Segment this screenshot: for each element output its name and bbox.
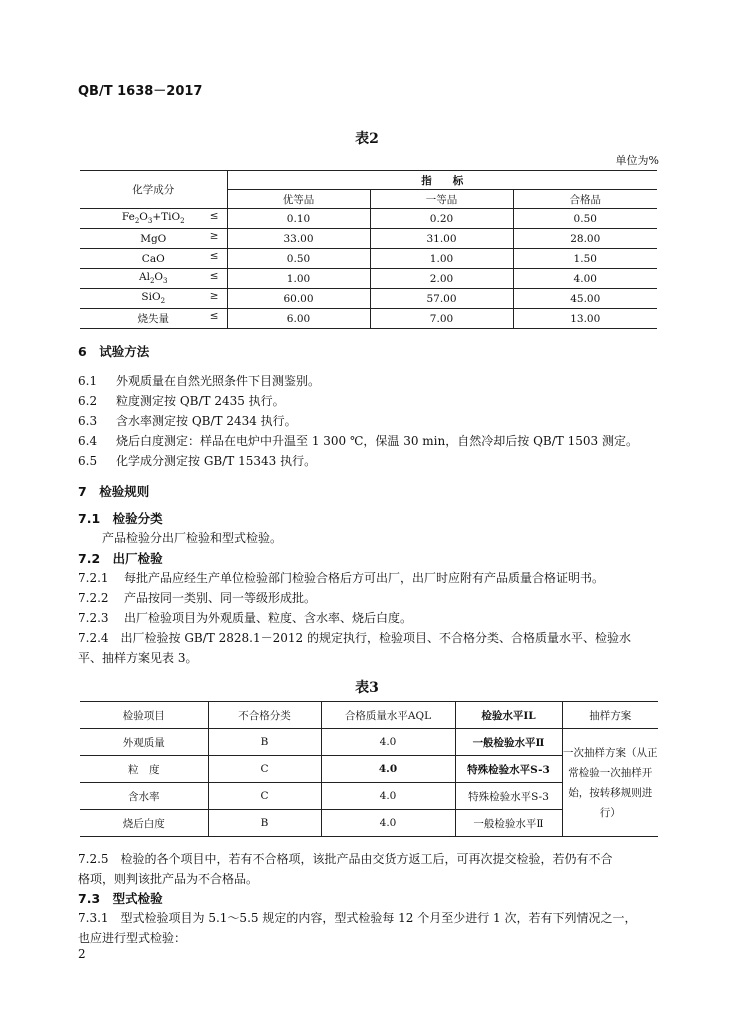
standard-id-header: QB/T 1638－2017 <box>78 84 203 99</box>
table-cell: 0.10 <box>227 209 370 229</box>
table-row <box>80 309 657 329</box>
table-cell: 烧后白度 <box>80 810 208 837</box>
clause: 7.3.1 型式检验项目为 5.1～5.5 规定的内容，型式检验每 12 个月至少进行 1 次，若有下列情况之一， <box>78 911 637 925</box>
page-number: 2 <box>78 947 86 961</box>
table-row <box>80 269 657 289</box>
table-cell: 45.00 <box>513 289 657 309</box>
clause-continued: 格项，则判该批产品为不合格品。 <box>78 872 259 886</box>
table-cell: 含水率 <box>80 783 208 810</box>
clause: 7.2.4 出厂检验按 GB/T 2828.1－2012 的规定执行，检验项目、不合格分类、合格质量水平、检验水 <box>78 631 631 645</box>
table-cell: 0.50 <box>227 249 370 269</box>
table-cell: 4.0 <box>321 756 455 783</box>
table-cell: C <box>208 756 321 783</box>
table-cell: 6.00 <box>227 309 370 329</box>
table-cell: 1.50 <box>513 249 657 269</box>
section-7-2-title: 7.2 出厂检验 <box>78 551 163 566</box>
clause: 6.1 外观质量在自然光照条件下目测鉴别。 <box>78 374 321 388</box>
table3-header: 检验项目 <box>80 702 208 729</box>
table2-grade-header: 合格品 <box>513 190 657 209</box>
table2-header-chem: 化学成分 <box>80 171 227 209</box>
section-7-1-title: 7.1 检验分类 <box>78 511 163 526</box>
table2-grade-header: 优等品 <box>227 190 370 209</box>
table-cell: 粒 度 <box>80 756 208 783</box>
clause: 6.5 化学成分测定按 GB/T 15343 执行。 <box>78 454 317 468</box>
table-cell: 57.00 <box>370 289 513 309</box>
table-cell: B <box>208 810 321 837</box>
table-cell: B <box>208 729 321 756</box>
table-cell: 28.00 <box>513 229 657 249</box>
chem-name: MgO ≥ <box>80 229 227 249</box>
table2-grade-header: 一等品 <box>370 190 513 209</box>
table-row <box>80 209 657 229</box>
table-cell: 外观质量 <box>80 729 208 756</box>
chem-name: $Fe_2O_3+TiO_2$ ≤ <box>80 209 227 229</box>
table-cell: 一般检验水平Ⅱ <box>455 729 562 756</box>
table-cell: 2.00 <box>370 269 513 289</box>
comparison-symbol: ≤ <box>209 310 219 322</box>
table-cell: 0.20 <box>370 209 513 229</box>
section-7-3-title: 7.3 型式检验 <box>78 891 163 906</box>
sampling-plan: 一次抽样方案（从正 常检验一次抽样开 始，按转移规则进 行） <box>562 729 658 837</box>
table2-caption: 表2 <box>355 131 379 147</box>
clause: 7.2.5 检验的各个项目中，若有不合格项，该批产品由交货方返工后，可再次提交检验，若仍有不合 <box>78 852 613 866</box>
table3-caption: 表3 <box>355 680 379 696</box>
table-cell: 特殊检验水平S-3 <box>455 756 562 783</box>
table-row <box>80 729 658 756</box>
chem-name: CaO ≤ <box>80 249 227 269</box>
table3-header: 抽样方案 <box>562 702 658 729</box>
clause: 7.2.2 产品按同一类别、同一等级形成批。 <box>78 591 317 605</box>
chem-name <box>80 309 227 329</box>
table-cell: 一般检验水平Ⅱ <box>455 810 562 837</box>
chem-name-text: 烧失量 <box>137 313 169 325</box>
table-cell: 33.00 <box>227 229 370 249</box>
table2-header-index: 指 标 <box>227 171 657 190</box>
table-cell: 0.50 <box>513 209 657 229</box>
comparison-symbol: ≥ <box>209 230 219 242</box>
table-cell: 4.0 <box>321 783 455 810</box>
clause-text: 产品检验分出厂检验和型式检验。 <box>102 531 283 545</box>
table-cell: 4.00 <box>513 269 657 289</box>
table2 <box>80 170 657 329</box>
comparison-symbol: ≤ <box>209 270 219 282</box>
table-cell: 4.0 <box>321 729 455 756</box>
clause: 6.4 烧后白度测定：样品在电炉中升温至 1 300 ℃，保温 30 min，自然冷却后按 QB/T 1503 测定。 <box>78 434 638 448</box>
clause: 6.2 粒度测定按 QB/T 2435 执行。 <box>78 394 285 408</box>
table-row <box>80 229 657 249</box>
chem-name: $Al_2O_3$ ≤ <box>80 269 227 289</box>
table-cell: 1.00 <box>227 269 370 289</box>
table3-header: 检验水平IL <box>455 702 562 729</box>
table-cell: C <box>208 783 321 810</box>
table-cell: 1.00 <box>370 249 513 269</box>
clause-continued: 也应进行型式检验： <box>78 931 187 945</box>
clause-continued: 平、抽样方案见表 3。 <box>78 651 198 665</box>
table-cell: 60.00 <box>227 289 370 309</box>
table3 <box>80 701 658 837</box>
table-row <box>80 249 657 269</box>
clause: 7.2.3 出厂检验项目为外观质量、粒度、含水率、烧后白度。 <box>78 611 413 625</box>
table-cell: 4.0 <box>321 810 455 837</box>
table3-header: 合格质量水平AQL <box>321 702 455 729</box>
table-cell: 特殊检验水平S-3 <box>455 783 562 810</box>
table3-header: 不合格分类 <box>208 702 321 729</box>
table-row <box>80 289 657 309</box>
clause: 7.2.1 每批产品应经生产单位检验部门检验合格后方可出厂，出厂时应附有产品质量合格证明书。 <box>78 571 605 585</box>
chem-name: SiO$_2$ ≥ <box>80 289 227 309</box>
table-cell: 31.00 <box>370 229 513 249</box>
section-6-title: 6 试验方法 <box>78 344 150 359</box>
table-cell: 13.00 <box>513 309 657 329</box>
table-cell: 7.00 <box>370 309 513 329</box>
table2-unit: 单位为% <box>615 154 659 167</box>
comparison-symbol: ≤ <box>209 210 219 222</box>
comparison-symbol: ≥ <box>209 290 219 302</box>
section-7-title: 7 检验规则 <box>78 484 150 499</box>
comparison-symbol: ≤ <box>209 250 219 262</box>
clause: 6.3 含水率测定按 QB/T 2434 执行。 <box>78 414 297 428</box>
